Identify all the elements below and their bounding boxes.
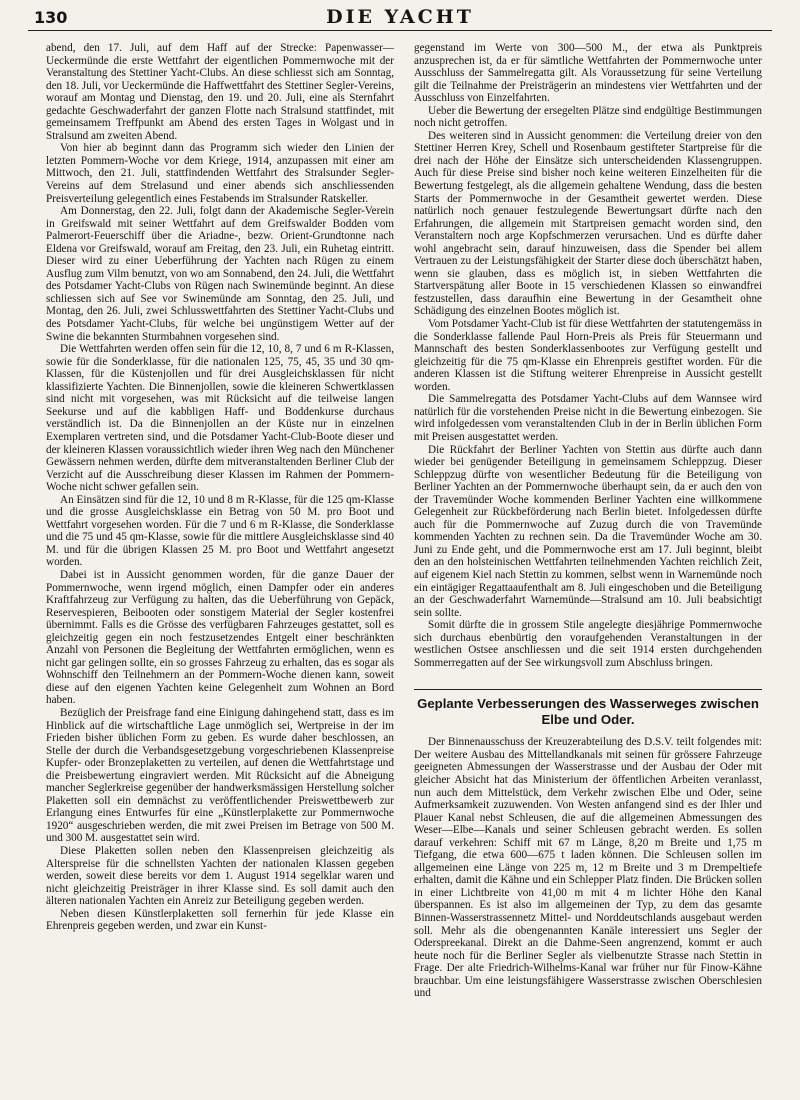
paragraph: Ueber die Bewertung der ersegelten Plätze sind endgültige Bestimmungen noch nicht getroffen. xyxy=(414,104,762,130)
page-header xyxy=(28,6,772,30)
article-heading: Geplante Verbesserungen des Wasserweges zwischen Elbe und Oder. xyxy=(414,689,762,728)
header-rule xyxy=(28,30,772,31)
paragraph: Die Sammelregatta des Potsdamer Yacht-Clubs auf dem Wannsee wird natürlich für die vorstehenden Preise nicht in die Bewertung einbezogen. Sie wird infolgedessen vom veranstaltenden Club in der in Berlin üblichen Form mit Preisen ausgestattet werden. xyxy=(414,393,762,443)
paragraph: Diese Plaketten sollen neben den Klassenpreisen gleichzeitig als Alterspreise für die schnellsten Yachten der nationalen Klassen gegeben werden, soweit diese bereits vor dem 1. August 1914 segelklar waren und nicht gleichzeitig Preisträger in ihrer Klasse sind. Es soll damit auch den älteren nationalen Yachten ein Anreiz zur Beteiligung gegeben werden. xyxy=(46,845,394,908)
paragraph: Dabei ist in Aussicht genommen worden, für die ganze Dauer der Pommernwoche, wenn irgend möglich, einen Dampfer oder ein anderes Kraftfahrzeug zur Verfügung zu halten, das die Ueberführung von Gepäck, Reservespieren, Beibooten oder sonstigem Material der Segler kostenfrei übernimmt. Falls es die Grösse des verfügbaren Fahrzeuges gestattet, soll es gleichzeitig gegen ein noch festzusetzendes Entgelt einer beschränkten Anzahl von Personen die Begleitung der Wettfahrten ermöglichen, wenn es nicht gar gelingen sollte, ein so grosses Fahrzeug zu erhalten, das es sogar als Wohnschiff den Teilnehmern an der Pommern-Woche dienen kann, soweit diese auf den eigenen Yachten keine Gelegenheit zum Wohnen an Bord haben. xyxy=(46,568,394,707)
journal-title: DIE YACHT xyxy=(326,6,474,28)
paragraph: Somit dürfte die in grossem Stile angelegte diesjährige Pommernwoche sich durchaus ebenbürtig den voraufgehenden Veranstaltungen in der westlichen Ostsee anschliessen und die seit 1914 ersten durchgehenden Sommerregatten auf der See wirkungsvoll zum Abschluss bringen. xyxy=(414,619,762,669)
paragraph: Bezüglich der Preisfrage fand eine Einigung dahingehend statt, dass es im Hinblick auf die wirtschaftliche Lage unmöglich sei, Wertpreise in der im Frieden bisher üblichen Form zu geben. Es wurde daher beschlossen, an Stelle der durch die Verbandsgesetzgebung vorgeschriebenen Klassenpreise Kupfer- oder Bronzeplaketten zu verteilen, auf denen die Wettfahrtstage und die Preisbewertung eingraviert werden. Mit Rücksicht auf die Abneigung mancher Seglerkreise gegenüber der handwerksmässigen Herstellung solcher Plaketten soll ein demnächst zu veröffentlichender Preiswettbewerb zur Erlangung eines Entwurfes für eine „Künstlerplakette zur Pommernwoche 1920“ ausgeschrieben werden, die mit zwei Preisen im Betrage von 500 M. und 300 M. ausgestattet sein wird. xyxy=(46,706,394,845)
paragraph: Des weiteren sind in Aussicht genommen: die Verteilung dreier von den Stettiner Herren Krey, Schell und Rosenbaum gestifteter Startpreise für die drei nach der Höhe der Einsätze sich unterscheidenden Klassengruppen. Auch für diese Preise sind bisher noch keine weiteren Einzelheiten für die Bewertung festgelegt, als die allgemein gehaltene Wendung, dass die besten Starts der Pommernwoche in der Gesamtheit gewertet werden. Diese natürlich noch genauer festzulegende Bewertungsart dürfte nach den Erfahrungen, die allgemein mit Startpreisen gemacht worden sind, den Veranstaltern noch arge Kopfschmerzen verursachen. Und es dürfte daher wohl angebracht sein, darauf hinzuweisen, dass die Spender bei allem Vertrauen zu der Leistungsfähigkeit der Starter diese doch überschätzt haben, wenn sie glauben, dass es möglich ist, in sieben Wettfahrten die Startverspätung aller Boote in 15 verschiedenen Klassen so einwandfrei festzustellen, dass daraufhin eine Bewertung in der Gesamtheit ohne Schädigung des einzelnen Bootes möglich ist. xyxy=(414,129,762,318)
paragraph: Neben diesen Künstlerplaketten soll fernerhin für jede Klasse ein Ehrenpreis gegeben werden, und zwar ein Kunst- xyxy=(46,907,394,933)
page-number: 130 xyxy=(34,8,68,27)
paragraph: Vom Potsdamer Yacht-Club ist für diese Wettfahrten der statutengemäss in die Sonderklasse fallende Paul Horn-Preis als Preis für Steuermann und Mannschaft des besten Sonderklassenbootes zur Verfügung gestellt und gleichzeitig für die 75 qm-Klasse ein Ehrenpreis gestiftet worden. Für die anderen Klassen ist die Stiftung weiterer Ehrenpreise in Aussicht gestellt worden. xyxy=(414,318,762,393)
paragraph: abend, den 17. Juli, auf dem Haff auf der Strecke: Papenwasser—Ueckermünde die erste Wettfahrt der eigentlichen Pommernwoche mit der Veranstaltung des Stettiner Yacht-Clubs. An diese schliesst sich am Sonntag, den 18. Juli, vor Ueckermünde die Haffwettfahrt des Stettiner Segler-Vereins, worauf am Montag und Dienstag, den 19. und 20. Juli, eine als Sternfahrt gedachte Geschwaderfahrt der ganzen Flotte nach Stralsund stattfindet, mit gemeinsamem Treffpunkt am Abend des ersten Tages in Wolgast und in Stralsund am zweiten Abend. xyxy=(46,42,394,142)
paragraph: Die Rückfahrt der Berliner Yachten von Stettin aus dürfte auch dann wieder bei genügender Beteiligung in gemeinsamem Schleppzug. Dieser Schleppzug dürfte von wesentlicher Bedeutung für die Beteiligung von Berliner Yachten an der Pommernwoche überhaupt sein, da er auch den von der Travemünder Woche kommenden Berliner Yachten eine willkommene Gelegenheit zur Rückbeförderung nach Berlin bietet. Infolgedessen dürfte auch für die Pommernwoche auf Zuzug durch die von Travemünde kommenden Yachten zu rechnen sein. Da die Travemünder Woche am 30. Juni zu Ende geht, und die Pommernwoche erst am 17. Juli beginnt, bleibt den an den holsteinischen Wettfahrten teilnehmenden Yachten reichlich Zeit, auf eigenem Kiel nach Stettin zu kommen, selbst wenn in Warnemünde noch ein eintägiger Regattaaufenthalt am 8. Juli eingeschoben und die Beteiligung an der Geschwaderfahrt Warnemünde—Stralsund am 10. Juli beabsichtigt sein sollte. xyxy=(414,443,762,619)
paragraph: Am Donnerstag, den 22. Juli, folgt dann der Akademische Segler-Verein in Greifswald mit seiner Wettfahrt auf dem Greifswalder Bodden vom Palmerort-Feuerschiff über die Ariadne-, bezw. Orient-Grundtonne nach Eldena vor Greifswald, worauf am Freitag, den 23. Juli, ein Ruhetag eintritt. Dieser wird zu einer Ueberführung der Yachten nach Rügen zu einem Ausflug zum Vilm benutzt, von wo am Sonnabend, den 24. Juli, die Wettfahrt des Potsdamer Yacht-Clubs von Rügen nach Swinemünde beginnt. An diese schliessen sich auf See vor Swinemünde am Sonntag, den 25. Juli, und Montag, den 26. Juli, zwei Schlusswettfahrten des Stettiner Yacht-Clubs und des Potsdamer Yacht-Clubs, für welche bei ungünstigem Wetter auf der Swine die bekannten Sturmbahnen vorgesehen sind. xyxy=(46,205,394,343)
paragraph: Die Wettfahrten werden offen sein für die 12, 10, 8, 7 und 6 m R-Klassen, sowie für die Sonderklasse, für die nationalen 125, 75, 45, 35 und 30 qm-Klassen, für die Küstenjollen und für drei Ausgleichsklassen für nicht klassifizierte Yachten. Die Binnenjollen, sowie die kleineren Schwertklassen sind nicht mit vorgesehen, was mit Rücksicht auf die teilweise langen Seekurse und auf die kabbligen Haff- und Boddenkurse durchaus verständlich ist. Da die Binnenjollen an der Küste nur in einzelnen Exemplaren vertreten sind, und die Potsdamer Yacht-Club-Boote dieser und der kleineren Klassen voraussichtlich wieder ihren Weg nach den Münchener Gewässern nehmen werden, dürfte dem mitveranstaltenden Berliner Club der Verzicht auf die Ausschreibung dieser Klassen im Rahmen der Pommern-Woche nicht schwer gefallen sein. xyxy=(46,343,394,494)
paragraph: An Einsätzen sind für die 12, 10 und 8 m R-Klasse, für die 125 qm-Klasse und die grosse Ausgleichsklasse ein Betrag von 50 M. pro Boot und Wettfahrt vorgesehen worden. Für die 7 und 6 m R-Klasse, die Sonderklasse und die 75 und 45 qm-Klasse, sowie für die mittlere Ausgleichsklasse sind 40 M. und für die übrigen Klassen 25 M. pro Boot und Wettfahrt angesetzt worden. xyxy=(46,493,394,569)
left-column xyxy=(46,42,394,1082)
paragraph: gegenstand im Werte von 300—500 M., der etwa als Punktpreis anzusprechen ist, da er für sämtliche Wettfahrten der Pommernwoche unter Ausschluss der Sammelregatta gilt. Als Voraussetzung für seine Verteilung gilt die Teilnahme der Preisträgerin an mindestens vier Wettfahrten und der Ausschluss von Einzelfahrten. xyxy=(414,42,762,105)
right-column xyxy=(414,42,762,1082)
paragraph: Der Binnenausschuss der Kreuzerabteilung des D.S.V. teilt folgendes mit: Der weitere Ausbau des Mittellandkanals mit seinen für grössere Fahrzeuge geeigneten Abmessungen der Wasserstrasse und der Ausbau der Oder mit gleicher Absicht hat das Ministerium der öffentlichen Arbeiten veranlasst, nun auch dem Mittelstück, dem Verkehr zwischen Elbe und Oder, seine Aufmerksamkeit zuzuwenden. Von Westen anfangend sind es der Ihler und Plauer Kanal nebst Schleusen, die auf die allgemeinen Abmessungen des Weser—Elbe—Kanals und seiner Schleusen gebracht werden. Es sollen darauf verkehren: Schiff mit 67 m Länge, 8,20 m Breite und 1,75 m Tiefgang, die etwa 600—675 t laden können. Die Schleusen sollen im allgemeinen eine Länge von 225 m, 12 m Breite und 3 m Drempeltiefe erhalten, damit die Kähne und ein Schlepper Platz finden. Die Brücken sollen in einer Lichtbreite von 41,00 m mit 4 m lichter Höhe den Kanal überspannen. Es ist also im allgemeinen der Typ, zu dem das gesamte Binnen-Wasserstrassennetz Mittel- und Norddeutschlands ausgebaut werden soll. Mehr als die obengenannten Kanäle interessiert uns Segler der Oderspreekanal. Direkt an die Dahme-Seen angrenzend, kommt er auch heute noch für die Berliner Segler als vielbenutzte Strasse nach Stettin in Frage. Der alte Friedrich-Wilhelms-Kanal war früher nur für Finow-Kähne brauchbar. Um eine leistungsfähigere Wasserstrasse zwischen Oberschlesien und xyxy=(414,736,762,1000)
paragraph: Von hier ab beginnt dann das Programm sich wieder den Linien der letzten Pommern-Woche vor dem Kriege, 1914, anzupassen mit einer am Mittwoch, den 21. Juli, stattfindenden Wettfahrt des Stralsunder Segler-Vereins auf dem Strelasund und einer abends sich anschliessenden Preisverteilung gelegentlich eines Festabends im Stralsunder Ratskeller. xyxy=(46,142,394,205)
